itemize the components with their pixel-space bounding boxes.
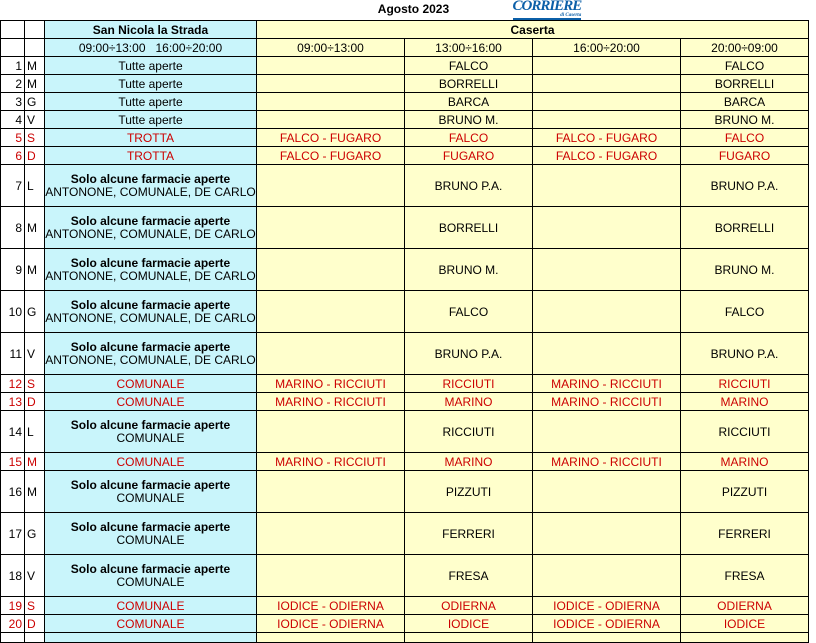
- caserta-slot-3[interactable]: IODICE - ODIERNA: [533, 615, 681, 633]
- san-nicola-cell[interactable]: COMUNALE: [45, 615, 257, 633]
- caserta-slot-2[interactable]: MARINO: [405, 453, 533, 471]
- partial-open-note: Solo alcune farmacie aperte: [70, 477, 231, 492]
- caserta-slot-1[interactable]: IODICE - ODIERNA: [257, 597, 405, 615]
- san-nicola-pharmacies: ANTONONE, COMUNALE, DE CARLO: [45, 226, 256, 241]
- caserta-slot-1[interactable]: [257, 291, 405, 333]
- caserta-slot-2[interactable]: RICCIUTI: [405, 375, 533, 393]
- san-nicola-cell[interactable]: [45, 513, 257, 555]
- caserta-slot-2[interactable]: BORRELLI: [405, 207, 533, 249]
- table-row: [1, 291, 809, 333]
- weekday[interactable]: M: [25, 207, 45, 249]
- table-row: [1, 615, 809, 633]
- caserta-slot-4[interactable]: FERRERI: [681, 513, 809, 555]
- caserta-slot-4[interactable]: PIZZUTI: [681, 471, 809, 513]
- caserta-slot-4[interactable]: ODIERNA: [681, 597, 809, 615]
- day-number[interactable]: 18: [1, 555, 25, 597]
- san-nicola-cell[interactable]: Tutte aperte: [45, 75, 257, 93]
- weekday[interactable]: D: [25, 393, 45, 411]
- table-row: [1, 57, 809, 75]
- caserta-slot-3[interactable]: [533, 75, 681, 93]
- caserta-slot-2[interactable]: FUGARO: [405, 147, 533, 165]
- san-nicola-cell[interactable]: TROTTA: [45, 129, 257, 147]
- caserta-slot-3[interactable]: MARINO - RICCIUTI: [533, 393, 681, 411]
- san-nicola-cell[interactable]: [45, 411, 257, 453]
- table-row: [1, 597, 809, 615]
- day-number[interactable]: 10: [1, 291, 25, 333]
- caserta-slot-1[interactable]: MARINO - RICCIUTI: [257, 453, 405, 471]
- caserta-slot-3[interactable]: [533, 249, 681, 291]
- partial-open-note: Solo alcune farmacie aperte: [70, 519, 231, 534]
- weekday[interactable]: M: [25, 471, 45, 513]
- table-row: [1, 75, 809, 93]
- day-number[interactable]: 13: [1, 393, 25, 411]
- table-row: [1, 555, 809, 597]
- caserta-slot-2[interactable]: BRUNO P.A.: [405, 165, 533, 207]
- weekday[interactable]: G: [25, 291, 45, 333]
- caserta-slot-2[interactable]: BRUNO M.: [405, 111, 533, 129]
- table-row: [1, 249, 809, 291]
- san-nicola-cell[interactable]: [45, 333, 257, 375]
- san-nicola-pharmacies: ANTONONE, COMUNALE, DE CARLO: [45, 268, 256, 283]
- partial-open-note: Solo alcune farmacie aperte: [70, 339, 231, 354]
- weekday[interactable]: L: [25, 165, 45, 207]
- caserta-slot-3[interactable]: MARINO - RICCIUTI: [533, 453, 681, 471]
- caserta-slot-4[interactable]: BRUNO P.A.: [681, 165, 809, 207]
- san-nicola-cell[interactable]: [45, 555, 257, 597]
- caserta-slot-2[interactable]: FALCO: [405, 57, 533, 75]
- san-nicola-pharmacies: COMUNALE: [116, 574, 185, 589]
- table-row: [1, 375, 809, 393]
- day-number[interactable]: 11: [1, 333, 25, 375]
- caserta-slot-1[interactable]: [257, 57, 405, 75]
- caserta-slot-3[interactable]: IODICE - ODIERNA: [533, 597, 681, 615]
- caserta-slot-4[interactable]: FALCO: [681, 291, 809, 333]
- caserta-slot-4[interactable]: RICCIUTI: [681, 411, 809, 453]
- caserta-slot-4[interactable]: IODICE: [681, 615, 809, 633]
- san-nicola-cell[interactable]: TROTTA: [45, 147, 257, 165]
- partial-open-note: Solo alcune farmacie aperte: [70, 417, 231, 432]
- caserta-slot-1[interactable]: IODICE - ODIERNA: [257, 615, 405, 633]
- table-row: [1, 471, 809, 513]
- caserta-slot-1[interactable]: [257, 207, 405, 249]
- day-number[interactable]: 2: [1, 75, 25, 93]
- weekday[interactable]: V: [25, 333, 45, 375]
- area-san-nicola[interactable]: San Nicola la Strada: [45, 21, 257, 39]
- caserta-slot-4[interactable]: FRESA: [681, 555, 809, 597]
- caserta-slot-2[interactable]: MARINO: [405, 393, 533, 411]
- day-number[interactable]: 8: [1, 207, 25, 249]
- caserta-slot-1[interactable]: [257, 165, 405, 207]
- day-number[interactable]: 1: [1, 57, 25, 75]
- table-row: [1, 633, 809, 643]
- caserta-slot-4[interactable]: MARINO: [681, 453, 809, 471]
- san-nicola-cell[interactable]: Tutte aperte: [45, 111, 257, 129]
- caserta-slot-1[interactable]: [257, 471, 405, 513]
- partial-open-note: Solo alcune farmacie aperte: [70, 561, 231, 576]
- san-nicola-pharmacies: COMUNALE: [116, 430, 185, 445]
- caserta-slot-4[interactable]: MARINO: [681, 393, 809, 411]
- caserta-slot-2[interactable]: FERRERI: [405, 513, 533, 555]
- caserta-slot-4[interactable]: BORRELLI: [681, 75, 809, 93]
- weekday[interactable]: L: [25, 411, 45, 453]
- weekday[interactable]: D: [25, 615, 45, 633]
- table-row: [1, 93, 809, 111]
- caserta-slot-1[interactable]: [257, 249, 405, 291]
- caserta-slot-2[interactable]: IODICE: [405, 615, 533, 633]
- caserta-slot-3[interactable]: [533, 471, 681, 513]
- caserta-slot-1[interactable]: [257, 333, 405, 375]
- san-nicola-cell[interactable]: COMUNALE: [45, 453, 257, 471]
- day-number[interactable]: 16: [1, 471, 25, 513]
- table-row: [1, 111, 809, 129]
- hours-row: [1, 39, 809, 57]
- weekday[interactable]: G: [25, 93, 45, 111]
- table-row: [1, 165, 809, 207]
- caserta-slot-3[interactable]: [533, 93, 681, 111]
- hours-caserta-1[interactable]: 09:00÷13:00: [257, 39, 405, 57]
- day-number[interactable]: 15: [1, 453, 25, 471]
- caserta-slot-3[interactable]: [533, 111, 681, 129]
- caserta-slot-3[interactable]: [533, 57, 681, 75]
- weekday[interactable]: M: [25, 249, 45, 291]
- day-number[interactable]: 7: [1, 165, 25, 207]
- weekday[interactable]: G: [25, 513, 45, 555]
- partial-open-note: Solo alcune farmacie aperte: [70, 213, 231, 228]
- caserta-slot-1[interactable]: MARINO - RICCIUTI: [257, 375, 405, 393]
- san-nicola-cell[interactable]: [45, 291, 257, 333]
- weekday[interactable]: M: [25, 75, 45, 93]
- caserta-slot-1[interactable]: [257, 93, 405, 111]
- caserta-slot-1[interactable]: FALCO - FUGARO: [257, 129, 405, 147]
- weekday[interactable]: V: [25, 111, 45, 129]
- day-number[interactable]: 17: [1, 513, 25, 555]
- weekday[interactable]: S: [25, 597, 45, 615]
- san-nicola-cell[interactable]: [45, 471, 257, 513]
- caserta-slot-4[interactable]: BRUNO M.: [681, 111, 809, 129]
- caserta-slot-3[interactable]: [533, 333, 681, 375]
- table-row: [1, 333, 809, 375]
- caserta-slot-3[interactable]: [533, 207, 681, 249]
- san-nicola-pharmacies: COMUNALE: [116, 532, 185, 547]
- caserta-slot-4[interactable]: BRUNO P.A.: [681, 333, 809, 375]
- title-cell[interactable]: [1, 0, 809, 21]
- san-nicola-pharmacies: ANTONONE, COMUNALE, DE CARLO: [45, 352, 256, 367]
- caserta-slot-4[interactable]: BORRELLI: [681, 207, 809, 249]
- caserta-slot-4[interactable]: FUGARO: [681, 147, 809, 165]
- partial-open-note: Solo alcune farmacie aperte: [70, 171, 231, 186]
- area-caserta[interactable]: Caserta: [257, 21, 809, 39]
- caserta-slot-1[interactable]: FALCO - FUGARO: [257, 147, 405, 165]
- table-row: [1, 393, 809, 411]
- san-nicola-pharmacies: ANTONONE, COMUNALE, DE CARLO: [45, 184, 256, 199]
- weekday[interactable]: V: [25, 555, 45, 597]
- caserta-slot-1[interactable]: MARINO - RICCIUTI: [257, 393, 405, 411]
- san-nicola-cell[interactable]: [45, 207, 257, 249]
- caserta-slot-2[interactable]: FALCO: [405, 129, 533, 147]
- caserta-slot-1[interactable]: [257, 111, 405, 129]
- san-nicola-cell[interactable]: COMUNALE: [45, 597, 257, 615]
- caserta-slot-2[interactable]: ODIERNA: [405, 597, 533, 615]
- caserta-slot-1[interactable]: [257, 513, 405, 555]
- san-nicola-pharmacies: COMUNALE: [116, 490, 185, 505]
- hours-caserta-2[interactable]: 13:00÷16:00: [405, 39, 533, 57]
- caserta-slot-2[interactable]: RICCIUTI: [405, 411, 533, 453]
- table-row: [1, 453, 809, 471]
- caserta-slot-2[interactable]: PIZZUTI: [405, 471, 533, 513]
- day-number[interactable]: 12: [1, 375, 25, 393]
- caserta-slot-3[interactable]: FALCO - FUGARO: [533, 129, 681, 147]
- day-number[interactable]: 5: [1, 129, 25, 147]
- caserta-slot-1[interactable]: [257, 555, 405, 597]
- day-number[interactable]: 4: [1, 111, 25, 129]
- table-row: [1, 411, 809, 453]
- caserta-slot-2[interactable]: FRESA: [405, 555, 533, 597]
- san-nicola-cell[interactable]: [45, 165, 257, 207]
- caserta-slot-1[interactable]: [257, 411, 405, 453]
- weekday[interactable]: S: [25, 375, 45, 393]
- caserta-slot-3[interactable]: [533, 411, 681, 453]
- area-row: [1, 21, 809, 39]
- caserta-slot-4[interactable]: FALCO: [681, 129, 809, 147]
- caserta-slot-4[interactable]: BARCA: [681, 93, 809, 111]
- caserta-slot-2[interactable]: BORRELLI: [405, 75, 533, 93]
- caserta-slot-3[interactable]: [533, 291, 681, 333]
- hours-caserta-4[interactable]: 20:00÷09:00: [681, 39, 809, 57]
- day-number[interactable]: 19: [1, 597, 25, 615]
- caserta-slot-3[interactable]: FALCO - FUGARO: [533, 147, 681, 165]
- day-number[interactable]: 6: [1, 147, 25, 165]
- hours-caserta-3[interactable]: 16:00÷20:00: [533, 39, 681, 57]
- table-row: [1, 129, 809, 147]
- month-title: Agosto 2023: [377, 2, 450, 17]
- san-nicola-cell[interactable]: COMUNALE: [45, 375, 257, 393]
- day-number[interactable]: 9: [1, 249, 25, 291]
- partial-open-note: Solo alcune farmacie aperte: [70, 255, 231, 270]
- caserta-slot-1[interactable]: [257, 75, 405, 93]
- caserta-slot-2[interactable]: BRUNO M.: [405, 249, 533, 291]
- day-number[interactable]: 14: [1, 411, 25, 453]
- caserta-slot-3[interactable]: MARINO - RICCIUTI: [533, 375, 681, 393]
- day-number[interactable]: 3: [1, 93, 25, 111]
- caserta-slot-3[interactable]: [533, 513, 681, 555]
- san-nicola-cell[interactable]: [45, 249, 257, 291]
- san-nicola-cell[interactable]: Tutte aperte: [45, 93, 257, 111]
- caserta-slot-3[interactable]: [533, 555, 681, 597]
- weekday[interactable]: M: [25, 453, 45, 471]
- title-row: [1, 0, 809, 21]
- corriere-logo: CORRIERE di Caserta: [512, 0, 582, 18]
- san-nicola-pharmacies: ANTONONE, COMUNALE, DE CARLO: [45, 310, 256, 325]
- san-nicola-cell[interactable]: COMUNALE: [45, 393, 257, 411]
- caserta-slot-2[interactable]: BRUNO P.A.: [405, 333, 533, 375]
- caserta-slot-4[interactable]: RICCIUTI: [681, 375, 809, 393]
- caserta-slot-2[interactable]: BARCA: [405, 93, 533, 111]
- weekday[interactable]: D: [25, 147, 45, 165]
- caserta-slot-4[interactable]: BRUNO M.: [681, 249, 809, 291]
- partial-open-note: Solo alcune farmacie aperte: [70, 297, 231, 312]
- caserta-slot-3[interactable]: [533, 165, 681, 207]
- caserta-slot-2[interactable]: FALCO: [405, 291, 533, 333]
- table-row: [1, 513, 809, 555]
- hours-san-nicola[interactable]: 09:00÷13:00 16:00÷20:00: [45, 39, 257, 57]
- weekday[interactable]: M: [25, 57, 45, 75]
- day-number[interactable]: 20: [1, 615, 25, 633]
- table-row: [1, 207, 809, 249]
- san-nicola-cell[interactable]: Tutte aperte: [45, 57, 257, 75]
- table-row: [1, 147, 809, 165]
- caserta-slot-4[interactable]: FALCO: [681, 57, 809, 75]
- weekday[interactable]: S: [25, 129, 45, 147]
